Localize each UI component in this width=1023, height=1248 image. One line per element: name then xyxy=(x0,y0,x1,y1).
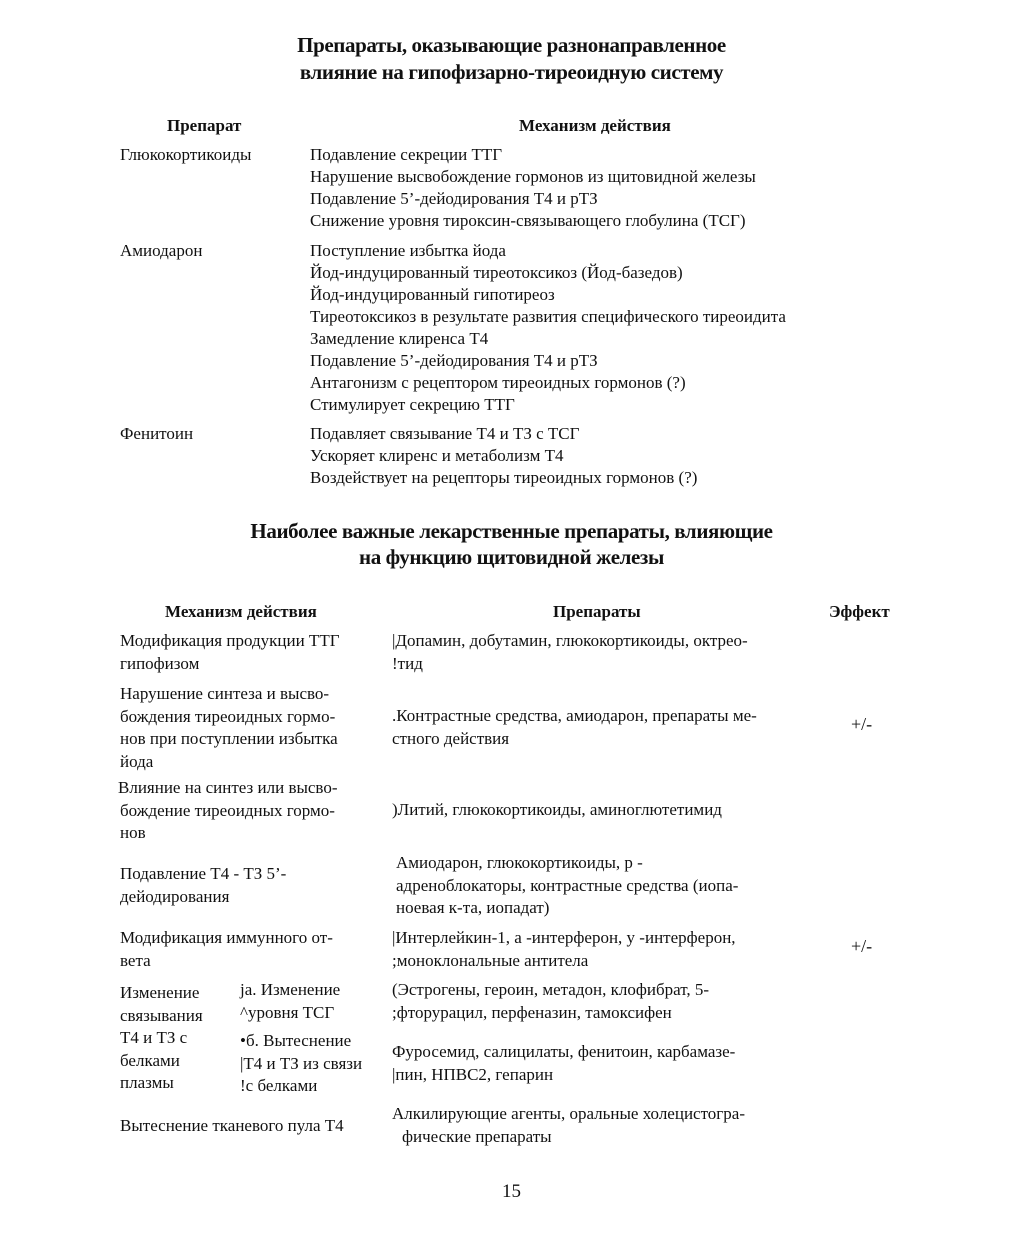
table2-drugs-cell xyxy=(392,927,736,972)
table2-drugs-cell xyxy=(396,852,738,920)
mechanism-item: Подавляет связывание Т4 и ТЗ с ТСГ xyxy=(310,424,580,443)
section1-title-line2: влияние на гипофизарно-тиреоидную систему xyxy=(299,60,724,84)
cell-line: !с белками xyxy=(240,1076,318,1095)
table1-drug-glucocorticoids: Глюкокортикоиды xyxy=(120,145,252,164)
table2-drugs-cell xyxy=(392,1041,735,1086)
cell-line: бождение тиреоидных гормо- xyxy=(120,800,335,820)
cell-line: белками xyxy=(120,1050,180,1070)
cell-line: Т4 и ТЗ с xyxy=(120,1028,188,1047)
table2-mechanism-cell xyxy=(120,863,286,908)
cell-line: Влияние на синтез или высво- xyxy=(118,778,338,797)
table2-header-drugs: Препараты xyxy=(553,602,641,621)
cell-line: |Т4 и ТЗ из связи xyxy=(240,1053,363,1073)
table2-mechanism-cell xyxy=(120,630,340,675)
mechanism-item: Стимулирует секрецию ТТГ xyxy=(310,395,515,414)
cell-line: стного действия xyxy=(392,728,510,748)
section1-title-line1: Препараты, оказывающие разнонаправленное xyxy=(297,33,726,57)
table1-header-drug: Препарат xyxy=(167,116,242,135)
cell-line: йода xyxy=(120,751,154,771)
cell-line: (Эстрогены, героин, метадон, клофибрат, 5- xyxy=(392,980,710,999)
mechanism-item: Поступление избытка йода xyxy=(310,241,506,260)
cell-line: Алкилирующие агенты, оральные холецистогра- xyxy=(392,1104,745,1123)
table2-drugs-cell xyxy=(392,705,757,750)
mechanism-item: Антагонизм с рецептором тиреоидных гормонов (?) xyxy=(310,373,686,392)
cell-line: .Контрастные средства, амиодарон, препараты ме- xyxy=(392,706,757,725)
section2-title-line2: на функцию щитовидной железы xyxy=(359,545,664,569)
cell-line: ja. Изменение xyxy=(240,980,341,999)
cell-line: Амиодарон, глюкокортикоиды, р - xyxy=(396,853,643,872)
section2-title-line1: Наиболее важные лекарственные препараты, влияющие xyxy=(250,519,773,543)
cell-line: плазмы xyxy=(120,1073,174,1092)
mechanism-item: Тиреотоксикоз в результате развития специфического тиреоидита xyxy=(310,307,786,326)
table1-mechanism-list xyxy=(310,144,756,232)
cell-line: нов xyxy=(120,823,146,842)
table2-header-effect: Эффект xyxy=(829,602,890,621)
mechanism-item: Снижение уровня тироксин-связывающего глобулина (ТСГ) xyxy=(310,211,746,230)
table2-mechanism-cell xyxy=(120,683,338,773)
cell-line: Модификация продукции ТТГ xyxy=(120,631,340,650)
table2-subcell-b xyxy=(240,1030,362,1098)
cell-line: связывания xyxy=(120,1005,203,1025)
cell-line: |пин, НПВС2, гепарин xyxy=(392,1064,554,1084)
cell-line: фические препараты xyxy=(402,1126,552,1146)
mechanism-item: Нарушение высвобождение гормонов из щитовидной железы xyxy=(310,167,756,186)
table2-mechanism-cell xyxy=(120,1115,344,1138)
cell-line: вета xyxy=(120,950,151,970)
cell-line: )Литий, глюкокортикоиды, аминоглютетимид xyxy=(392,800,722,819)
table1-drug-amiodarone: Амиодарон xyxy=(120,241,203,260)
mechanism-item: Замедление клиренса Т4 xyxy=(310,329,489,348)
cell-line: нов при поступлении избытка xyxy=(120,729,338,748)
cell-line: ^уровня ТСГ xyxy=(240,1002,335,1022)
mechanism-item: Ускоряет клиренс и метаболизм Т4 xyxy=(310,446,564,465)
mechanism-item: Йод-индуцированный гипотиреоз xyxy=(310,285,555,304)
mechanism-item: Подавление секреции ТТГ xyxy=(310,145,503,164)
table2-mechanism-cell xyxy=(120,982,203,1095)
table2-drugs-cell xyxy=(392,979,709,1024)
table2-mechanism-cell xyxy=(118,777,338,845)
cell-line: гипофизом xyxy=(120,653,200,673)
cell-line: Фуросемид, салицилаты, фенитоин, карбамазе- xyxy=(392,1042,736,1061)
table2-drugs-cell xyxy=(392,630,748,675)
mechanism-item: Подавление 5’-дейодирования Т4 и рТЗ xyxy=(310,189,598,208)
cell-line: !тид xyxy=(392,653,423,673)
cell-line: Вытеснение тканевого пула Т4 xyxy=(120,1116,344,1135)
table2-mechanism-cell xyxy=(120,927,333,972)
cell-line: |Интерлейкин-1, а -интерферон, у -интерферон, xyxy=(392,928,736,947)
cell-line: адреноблокаторы, контрастные средства (иопа- xyxy=(396,875,739,895)
cell-line: •б. Вытеснение xyxy=(240,1031,352,1050)
table2-effect-cell: +/- xyxy=(851,936,873,956)
cell-line: бождения тиреоидных гормо- xyxy=(120,706,336,726)
cell-line: дейодирования xyxy=(120,886,230,906)
mechanism-item: Воздействует на рецепторы тиреоидных гормонов (?) xyxy=(310,468,698,487)
table2-subcell-a xyxy=(240,979,340,1024)
table1-header-mechanism: Механизм действия xyxy=(519,116,671,135)
cell-line: |Допамин, добутамин, глюкокортикоиды, октрео- xyxy=(392,631,748,650)
mechanism-item: Подавление 5’-дейодирования Т4 и рТЗ xyxy=(310,351,598,370)
page-number: 15 xyxy=(502,1181,521,1202)
cell-line: Нарушение синтеза и высво- xyxy=(120,684,330,703)
table1-drug-phenytoin: Фенитоин xyxy=(120,424,194,443)
cell-line: Модификация иммунного от- xyxy=(120,928,333,947)
cell-line: Подавление Т4 - ТЗ 5’- xyxy=(120,864,287,883)
cell-line: ;фторурацил, перфеназин, тамоксифен xyxy=(392,1002,672,1022)
table2-drugs-cell xyxy=(392,799,722,822)
table1-mechanism-list xyxy=(310,423,697,489)
table2-effect-cell: +/- xyxy=(851,714,873,734)
mechanism-item: Йод-индуцированный тиреотоксикоз (Йод-базедов) xyxy=(310,263,683,282)
cell-line: Изменение xyxy=(120,983,200,1002)
table1-mechanism-list xyxy=(310,240,786,416)
cell-line: ноевая к-та, иопадат) xyxy=(396,898,550,917)
cell-line: ;моноклональные антитела xyxy=(392,950,589,970)
table2-header-mechanism: Механизм действия xyxy=(165,602,317,621)
table2-drugs-cell xyxy=(392,1103,745,1148)
